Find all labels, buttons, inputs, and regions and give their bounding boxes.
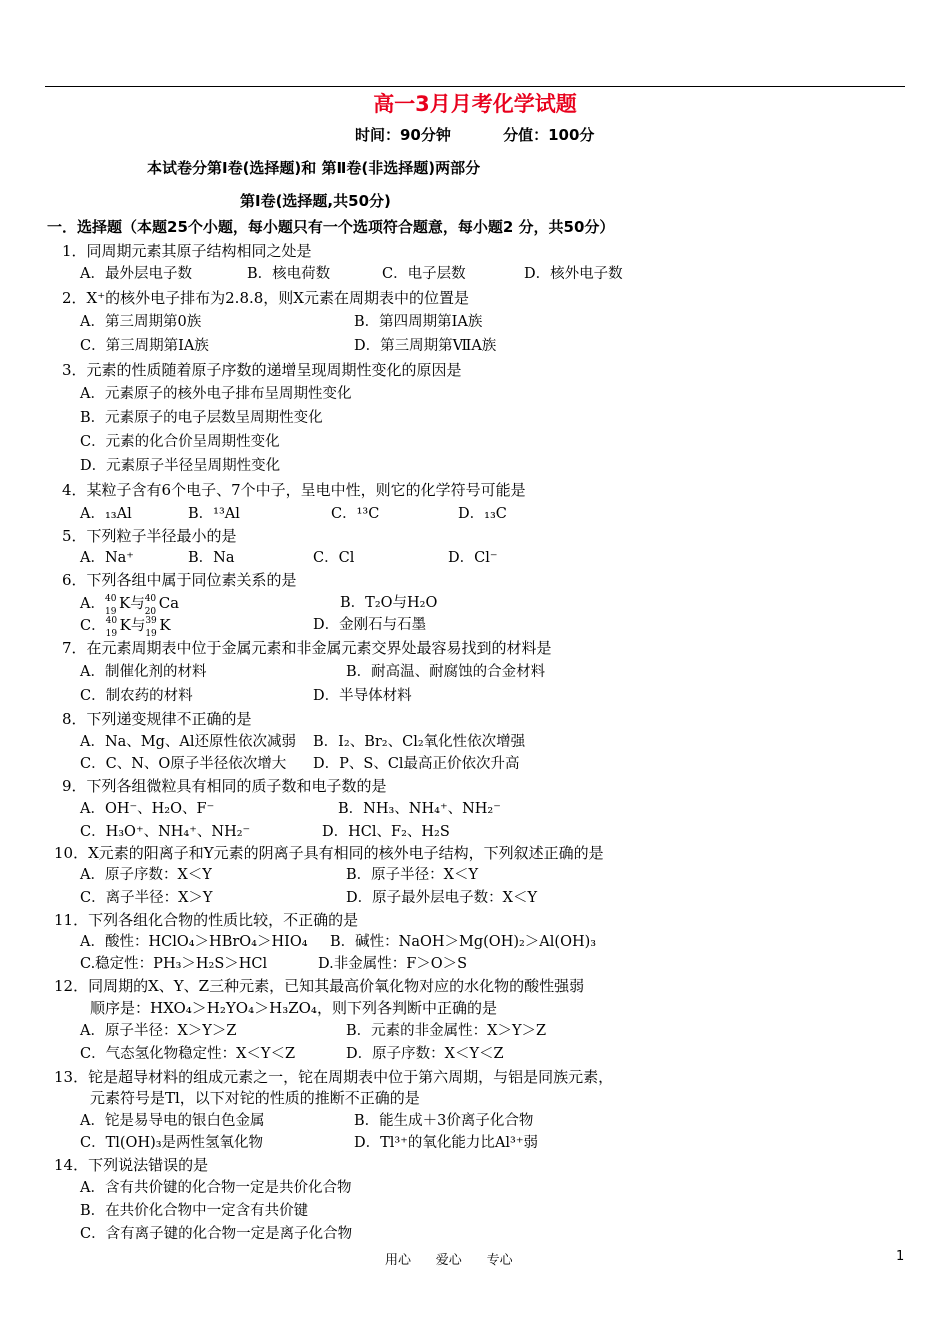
- question-14: 14．下列说法错误的是: [54, 1156, 209, 1174]
- q6a-label: A．: [80, 596, 105, 612]
- q4-option-a: A．₁₃Al: [80, 506, 132, 522]
- q4-option-d: D．₁₃C: [458, 506, 507, 522]
- q9-option-b: B．NH₃、NH₄⁺、NH₂⁻: [338, 801, 501, 817]
- q14-option-a: A．含有共价键的化合物一定是共价化合物: [80, 1180, 352, 1196]
- q1-option-c: C．电子层数: [382, 266, 466, 282]
- q7-option-a: A．制催化剂的材料: [80, 664, 207, 680]
- page-footer: 用心 爱心 专心: [385, 1253, 513, 1268]
- q8-option-d: D．P、S、Cl最高正价依次升高: [313, 756, 520, 772]
- q6c-label: C．: [80, 618, 106, 634]
- q3-option-a: A．元素原子的核外电子排布呈周期性变化: [80, 386, 352, 402]
- q2-option-c: C．第三周期第ⅠA族: [80, 338, 209, 354]
- question-6: 6．下列各组中属于同位素关系的是: [62, 571, 297, 589]
- question-13: 13．铊是超导材料的组成元素之一，铊在周期表中位于第六周期，与铝是同族元素，: [54, 1068, 614, 1086]
- q3-option-b: B．元素原子的电子层数呈周期性变化: [80, 410, 323, 426]
- q5-option-d: D．Cl⁻: [448, 550, 498, 566]
- q13-option-c: C．Tl(OH)₃是两性氢氧化物: [80, 1135, 264, 1151]
- q12-option-d: D．原子序数：X＜Y＜Z: [346, 1046, 504, 1062]
- isotope-k-40: 40 19 K: [104, 594, 131, 617]
- question-1: 1．同周期元素其原子结构相同之处是: [62, 242, 312, 260]
- q13-option-a: A．铊是易导电的银白色金属: [80, 1113, 265, 1129]
- question-4: 4．某粒子含有6个电子、7个中子，呈电中性，则它的化学符号可能是: [62, 481, 526, 499]
- q10-option-d: D．原子最外层电子数：X＜Y: [346, 890, 538, 906]
- q6-option-a: A． 40 19 K与 40 20 Ca: [80, 594, 180, 617]
- q3-option-c: C．元素的化合价呈周期性变化: [80, 434, 280, 450]
- question-13-line-2: 元素符号是Tl，以下对铊的性质的推断不正确的是: [90, 1089, 420, 1107]
- question-3: 3．元素的性质随着原子序数的递增呈现周期性变化的原因是: [62, 361, 462, 379]
- q6-option-c: C． 40 19 K与 39 19 K: [80, 616, 171, 639]
- question-11: 11．下列各组化合物的性质比较，不正确的是: [54, 911, 359, 929]
- q13-option-b: B．能生成＋3价离子化合物: [354, 1113, 534, 1129]
- q10-option-a: A．原子序数：X＜Y: [80, 867, 212, 883]
- exam-meta: 时间：90分钟 分值：100分: [355, 126, 595, 144]
- q10-option-c: C．离子半径：X＞Y: [80, 890, 213, 906]
- q14-option-b: B．在共价化合物中一定含有共价键: [80, 1203, 309, 1219]
- isotope-k-39: 39 19 K: [145, 616, 171, 639]
- q9-option-a: A．OH⁻、H₂O、F⁻: [80, 801, 215, 817]
- q8-option-b: B．I₂、Br₂、Cl₂氧化性依次增强: [313, 734, 526, 750]
- exam-intro: 本试卷分第Ⅰ卷(选择题)和 第Ⅱ卷(非选择题)两部分: [147, 159, 481, 177]
- q13-option-d: D．Tl³⁺的氧化能力比Al³⁺弱: [354, 1135, 538, 1151]
- page-number: 1: [896, 1249, 905, 1264]
- q1-option-b: B．核电荷数: [247, 266, 331, 282]
- q10-option-b: B．原子半径：X＜Y: [346, 867, 479, 883]
- isotope-ca-40: 40 20 Ca: [144, 594, 180, 617]
- q11-option-a: A．酸性：HClO₄＞HBrO₄＞HIO₄: [80, 934, 308, 950]
- q5-option-c: C．Cl: [313, 550, 355, 566]
- question-7: 7．在元素周期表中位于金属元素和非金属元素交界处最容易找到的材料是: [62, 639, 552, 657]
- q14-option-c: C．含有离子键的化合物一定是离子化合物: [80, 1226, 353, 1242]
- top-rule: [45, 86, 905, 87]
- question-10: 10．X元素的阳离子和Y元素的阴离子具有相同的核外电子结构，下列叙述正确的是: [54, 844, 604, 862]
- page-title: 高一3月月考化学试题: [373, 92, 577, 116]
- q2-option-d: D．第三周期第ⅦA族: [354, 338, 497, 354]
- q5-option-a: A．Na⁺: [80, 550, 134, 566]
- q5-option-b: B．Na: [188, 550, 235, 566]
- q11-option-d: D.非金属性：F＞O＞S: [318, 956, 468, 972]
- question-12-line-2: 顺序是：HXO₄＞H₂YO₄＞H₃ZO₄，则下列各判断中正确的是: [90, 999, 497, 1017]
- question-9: 9．下列各组微粒具有相同的质子数和电子数的是: [62, 777, 387, 795]
- question-8: 8．下列递变规律不正确的是: [62, 710, 252, 728]
- q7-option-c: C．制农药的材料: [80, 688, 193, 704]
- q12-option-a: A．原子半径：X＞Y＞Z: [80, 1023, 237, 1039]
- question-5: 5．下列粒子半径最小的是: [62, 527, 237, 545]
- q12-option-c: C．气态氢化物稳定性：X＜Y＜Z: [80, 1046, 296, 1062]
- q4-option-c: C．¹³C: [331, 506, 380, 522]
- q9-option-c: C．H₃O⁺、NH₄⁺、NH₂⁻: [80, 824, 251, 840]
- part-heading: 第Ⅰ卷(选择题,共50分): [240, 192, 391, 210]
- q9-option-d: D．HCl、F₂、H₂S: [322, 824, 450, 840]
- question-2: 2．X⁺的核外电子排布为2.8.8，则X元素在周期表中的位置是: [62, 289, 469, 307]
- q4-option-b: B．¹³Al: [188, 506, 240, 522]
- q12-option-b: B．元素的非金属性：X＞Y＞Z: [346, 1023, 547, 1039]
- q3-option-d: D．元素原子半径呈周期性变化: [80, 458, 281, 474]
- isotope-k-40: 40 19 K: [105, 616, 131, 639]
- q1-option-a: A．最外层电子数: [80, 266, 192, 282]
- q11-option-b: B．碱性：NaOH＞Mg(OH)₂＞Al(OH)₃: [330, 934, 597, 950]
- q7-option-b: B．耐高温、耐腐蚀的合金材料: [346, 664, 546, 680]
- q6-option-d: D．金刚石与石墨: [313, 617, 427, 633]
- q2-option-a: A．第三周期第0族: [80, 314, 202, 330]
- q1-option-d: D．核外电子数: [524, 266, 623, 282]
- q8-option-a: A．Na、Mg、Al还原性依次减弱: [80, 734, 297, 750]
- q8-option-c: C．C、N、O原子半径依次增大: [80, 756, 287, 772]
- q6-option-b: B．T₂O与H₂O: [340, 595, 438, 611]
- q2-option-b: B．第四周期第ⅠA族: [354, 314, 483, 330]
- q7-option-d: D．半导体材料: [313, 688, 412, 704]
- q11-option-c: C.稳定性：PH₃＞H₂S＞HCl: [80, 956, 268, 972]
- section-heading: 一．选择题（本题25个小题，每小题只有一个选项符合题意，每小题2 分，共50分）: [47, 218, 615, 236]
- question-12: 12．同周期的X、Y、Z三种元素，已知其最高价氧化物对应的水化物的酸性强弱: [54, 977, 585, 995]
